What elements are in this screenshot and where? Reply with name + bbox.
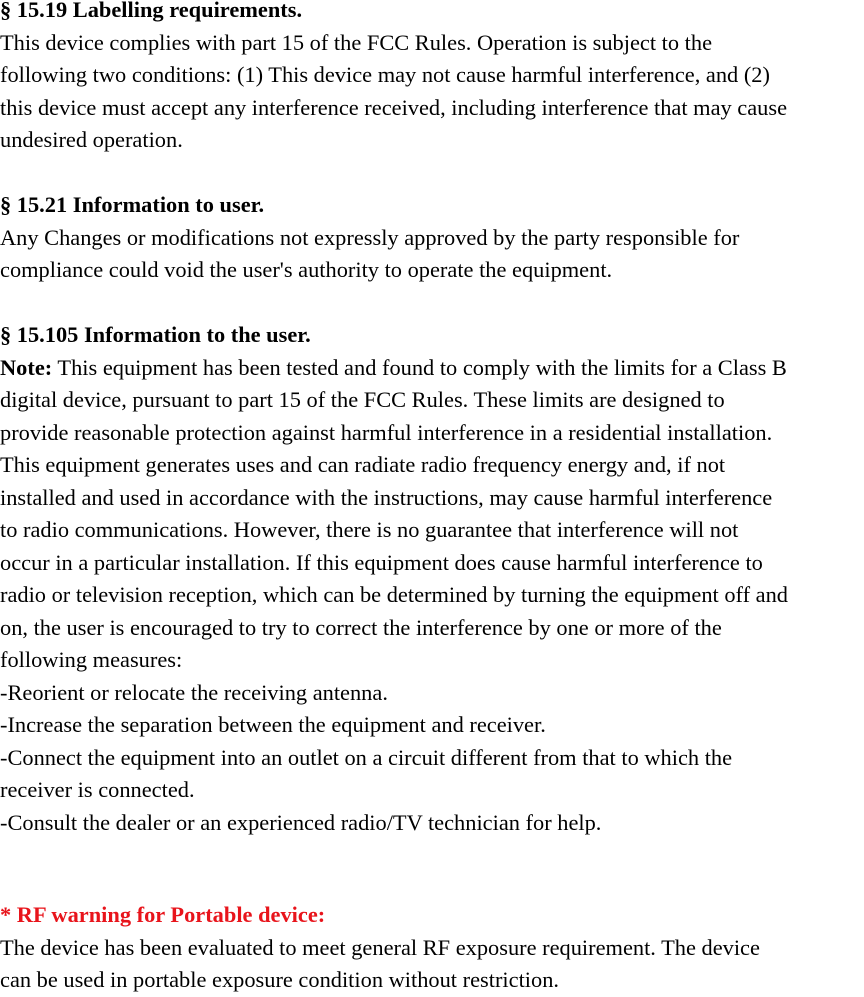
section-15-19: [0, 0, 864, 157]
note-line: [0, 352, 864, 385]
section-15-21: [0, 189, 864, 287]
note-label: Note:: [0, 354, 53, 380]
section-15-105: [0, 319, 864, 839]
paragraph-line: can be used in portable exposure condition without restriction.: [0, 967, 560, 992]
paragraph-line: following measures:: [0, 647, 183, 672]
measure-item: -Connect the equipment into an outlet on a circuit different from that to which the: [0, 744, 733, 770]
paragraph-line: radio or television reception, which can be determined by turning the equipment off and: [0, 582, 788, 607]
rf-warning-heading: * RF warning for Portable device:: [0, 902, 326, 927]
paragraph-line: on, the user is encouraged to try to correct the interference by one or more of the: [0, 614, 722, 640]
paragraph-line: provide reasonable protection against harmful interference in a residential installation.: [0, 419, 773, 445]
section-heading: § 15.19 Labelling requirements.: [0, 0, 303, 22]
spacer: [0, 839, 864, 899]
section-heading: § 15.105 Information to the user.: [0, 322, 311, 347]
paragraph-line: following two conditions: (1) This device may not cause harmful interference, and (2): [0, 62, 770, 87]
section-heading: § 15.21 Information to user.: [0, 192, 265, 217]
paragraph-line: Any Changes or modifications not expressly approved by the party responsible for: [0, 224, 740, 250]
measure-item: -Increase the separation between the equipment and receiver.: [0, 712, 546, 737]
paragraph-line: digital device, pursuant to part 15 of the FCC Rules. These limits are designed to: [0, 387, 725, 412]
paragraph-line: to radio communications. However, there is no guarantee that interference will not: [0, 517, 739, 542]
measure-item: -Consult the dealer or an experienced radio/TV technician for help.: [0, 809, 602, 835]
section-rf-warning: [0, 899, 864, 997]
spacer: [0, 157, 864, 190]
paragraph-line: occur in a particular installation. If this equipment does cause harmful interference to: [0, 549, 763, 575]
paragraph-line: compliance could void the user's authority to operate the equipment.: [0, 257, 613, 282]
paragraph-line: This device complies with part 15 of the FCC Rules. Operation is subject to the: [0, 29, 713, 55]
note-text: This equipment has been tested and found to comply with the limits for a Class B: [52, 354, 787, 380]
measure-item: receiver is connected.: [0, 777, 195, 802]
paragraph-line: This equipment generates uses and can radiate radio frequency energy and, if not: [0, 452, 726, 477]
paragraph-line: this device must accept any interference received, including interference that may cause: [0, 94, 788, 120]
paragraph-line: The device has been evaluated to meet general RF exposure requirement. The device: [0, 934, 760, 960]
paragraph-line: undesired operation.: [0, 127, 183, 152]
paragraph-line: installed and used in accordance with the instructions, may cause harmful interference: [0, 484, 773, 510]
spacer: [0, 287, 864, 320]
measure-item: -Reorient or relocate the receiving antenna.: [0, 679, 388, 705]
